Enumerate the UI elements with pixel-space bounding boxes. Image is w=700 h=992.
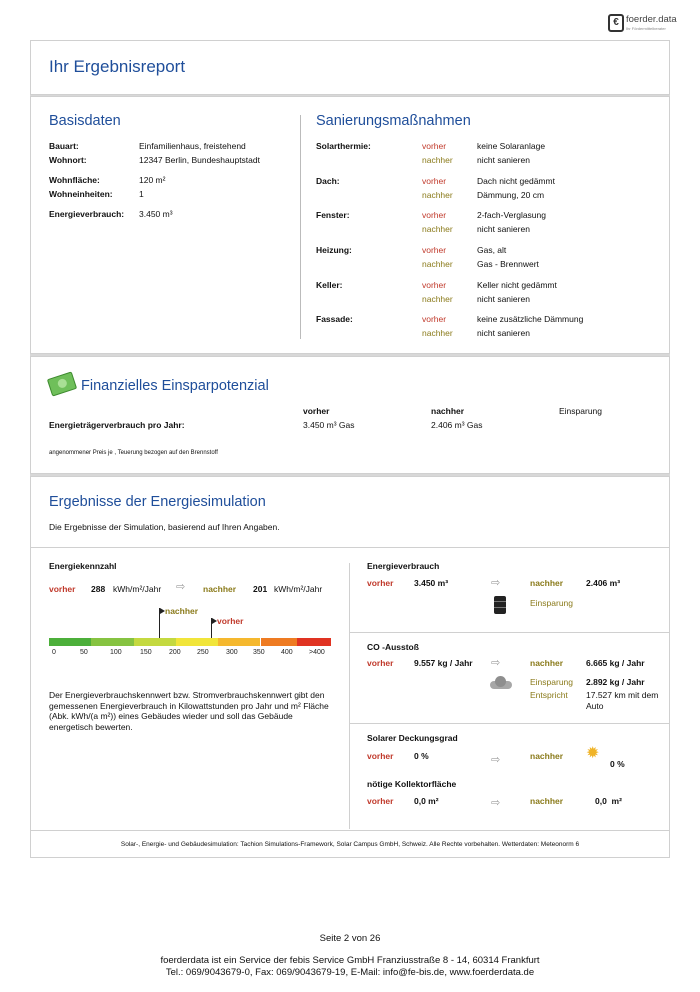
verbrauch-title: Energieverbrauch (367, 561, 440, 571)
verbrauch-nachher-label: nachher (530, 578, 564, 588)
nachher-label: nachher (422, 328, 453, 338)
sanierung-list (316, 141, 656, 341)
marker-vorher (211, 618, 271, 638)
kennzahl-nachher-value: 201 (253, 584, 268, 594)
basis-value-wohneinheiten: 1 (139, 189, 144, 199)
logo-euro-icon: € (608, 14, 624, 32)
co2-nachher-label: nachher (530, 658, 564, 668)
scale-tick: 250 (197, 649, 209, 656)
nachher-label: nachher (422, 190, 453, 200)
basis-value-energieverbrauch: 3.450 m³ (139, 209, 173, 219)
nachher-value: nicht sanieren (477, 224, 530, 234)
nachher-label: nachher (422, 294, 453, 304)
basis-label-wohnort: Wohnort: (49, 155, 87, 165)
simulation-title: Ergebnisse der Energiesimulation (49, 494, 266, 510)
co2-einsparung-value: 2.892 kg / Jahr (586, 677, 645, 687)
scale-tick: 150 (140, 649, 152, 656)
finanz-note: angenommener Preis je , Teuerung bezogen auf den Brennstoff (49, 450, 218, 456)
co2-vorher-value: 9.557 kg / Jahr (414, 658, 473, 668)
kennzahl-title: Energiekennzahl (49, 561, 117, 571)
vorher-label: vorher (422, 245, 447, 255)
kollektor-nachher-label: nachher (530, 796, 564, 806)
basis-label-wohnflaeche: Wohnfläche: (49, 175, 100, 185)
nachher-label: nachher (422, 259, 453, 269)
logo (608, 12, 698, 38)
vorher-label: vorher (422, 176, 447, 186)
kollektor-vorher-value: 0,0 m² (414, 796, 439, 806)
kennzahl-vorher-unit: kWh/m²/Jahr (113, 584, 162, 594)
kennzahl-nachher-unit: kWh/m²/Jahr (274, 584, 323, 594)
vorher-label: vorher (422, 210, 447, 220)
basis-value-wohnflaeche: 120 m² (139, 175, 166, 185)
solar-vorher-label: vorher (367, 751, 394, 761)
finanz-col-nachher: nachher (431, 406, 465, 416)
cloud-icon (490, 676, 512, 688)
finanz-box (30, 356, 670, 474)
vorher-value: keine Solaranlage (477, 141, 546, 151)
kennzahl-vorher-label: vorher (49, 584, 76, 594)
scale-tick: 350 (253, 649, 265, 656)
co2-einsparung-label: Einsparung (530, 677, 574, 687)
co2-title: CO -Ausstoß (367, 642, 419, 652)
solar-title: Solarer Deckungsgrad (367, 733, 458, 743)
verbrauch-nachher-value: 2.406 m³ (586, 578, 621, 588)
color-bar (49, 638, 331, 646)
basisdaten-title: Basisdaten (49, 113, 121, 129)
page-title: Ihr Ergebnisreport (49, 57, 186, 76)
vorher-value: 2-fach-Verglasung (477, 210, 546, 220)
kennzahl-description: Der Energieverbrauchskennwert bzw. Stromverbrauchskennwert gibt den gemessenen Energieverbrauch in Kilowattstunden pro Jahr und m² Fläche (Abk. kWh/(a m²)) eines Gebäudes wieder und soll das Gebäude energetisch bewerten. (49, 690, 329, 732)
co2-panel (350, 633, 670, 723)
co2-nachher-value: 6.665 kg / Jahr (586, 658, 645, 668)
kennzahl-nachher-label: nachher (203, 584, 237, 594)
arrow-right-icon: ⇨ (491, 577, 501, 589)
scale-tick: 100 (110, 649, 122, 656)
sanierung-title: Sanierungsmaßnahmen (316, 113, 471, 129)
basis-value-wohnort: 12347 Berlin, Bundeshauptstadt (139, 155, 260, 165)
co2-entspricht-label: Entspricht (530, 690, 568, 700)
nachher-value: nicht sanieren (477, 328, 530, 338)
basis-label-bauart: Bauart: (49, 141, 79, 151)
verbrauch-vorher-label: vorher (367, 578, 394, 588)
logo-text: foerder.data (626, 14, 677, 25)
sanierung-item-solarthermie (316, 141, 656, 169)
arrow-right-icon: ⇨ (491, 797, 501, 809)
nachher-label: nachher (422, 224, 453, 234)
vorher-label: vorher (422, 280, 447, 290)
oil-barrel-icon (494, 596, 506, 614)
sanierung-label: Solarthermie: (316, 141, 371, 151)
scale-tick: 300 (226, 649, 238, 656)
sanierung-label: Keller: (316, 280, 343, 290)
vorher-label: vorher (422, 314, 447, 324)
vorher-value: keine zusätzliche Dämmung (477, 314, 584, 324)
finanz-col-vorher: vorher (303, 406, 330, 416)
finanz-row-vorher: 3.450 m³ Gas (303, 420, 355, 430)
co2-entspricht-value: 17.527 km mit dem Auto (586, 690, 659, 711)
energy-scale (49, 608, 331, 662)
simulation-box (30, 476, 670, 858)
money-icon (47, 371, 77, 396)
solar-vorher-value: 0 % (414, 751, 429, 761)
nachher-value: nicht sanieren (477, 294, 530, 304)
scale-tick: 200 (169, 649, 181, 656)
sanierung-item-heizung (316, 245, 656, 273)
sanierung-item-keller (316, 280, 656, 308)
vorher-label: vorher (422, 141, 447, 151)
energiekennzahl-panel (31, 548, 349, 830)
nachher-value: Gas - Brennwert (477, 259, 539, 269)
marker-nachher-label: nachher (165, 606, 199, 616)
basisdaten-box (30, 96, 670, 354)
arrow-right-icon: ⇨ (176, 581, 186, 593)
arrow-right-icon: ⇨ (491, 657, 501, 669)
scale-ticks (49, 649, 331, 659)
verbrauch-einsparung-label: Einsparung (530, 598, 574, 608)
marker-nachher (159, 608, 219, 638)
nachher-value: Dämmung, 20 cm (477, 190, 545, 200)
credits-divider (31, 830, 669, 831)
solar-nachher-value: 0 % (610, 759, 625, 769)
footer-line-2: Tel.: 069/9043679-0, Fax: 069/9043679-19, E-Mail: info@fe-bis.de, www.foerderdata.de (165, 967, 535, 978)
header-box (30, 40, 670, 95)
nachher-label: nachher (422, 155, 453, 165)
kollektor-nachher-value: 0,0 m² (595, 796, 622, 806)
scale-tick: >400 (309, 649, 325, 656)
sanierung-label: Fenster: (316, 210, 350, 220)
sanierung-item-fenster (316, 210, 656, 238)
marker-vorher-label: vorher (217, 616, 244, 626)
finanz-title: Finanzielles Einsparpotenzial (81, 378, 269, 394)
solar-panel (350, 724, 670, 830)
simulation-intro: Die Ergebnisse der Simulation, basierend auf Ihren Angaben. (49, 522, 280, 532)
arrow-right-icon: ⇨ (491, 754, 501, 766)
basis-label-wohneinheiten: Wohneinheiten: (49, 189, 113, 199)
solar-nachher-label: nachher (530, 751, 564, 761)
scale-tick: 50 (80, 649, 88, 656)
section-divider (300, 115, 301, 339)
sanierung-label: Fassade: (316, 314, 353, 324)
vorher-value: Keller nicht gedämmt (477, 280, 557, 290)
scale-tick: 400 (281, 649, 293, 656)
kollektor-title: nötige Kollektorfläche (367, 779, 457, 789)
finanz-col-einsparung: Einsparung (559, 406, 603, 416)
logo-subtext: Ihr Fördermittelberater (626, 26, 666, 31)
kollektor-vorher-label: vorher (367, 796, 394, 806)
vorher-value: Dach nicht gedämmt (477, 176, 555, 186)
finanz-row-nachher: 2.406 m³ Gas (431, 420, 483, 430)
scale-tick: 0 (52, 649, 56, 656)
sanierung-item-fassade (316, 314, 656, 342)
vorher-value: Gas, alt (477, 245, 507, 255)
energieverbrauch-panel (350, 548, 670, 632)
sanierung-label: Dach: (316, 176, 340, 186)
kennzahl-vorher-value: 288 (91, 584, 106, 594)
sanierung-item-dach (316, 176, 656, 204)
nachher-value: nicht sanieren (477, 155, 530, 165)
basis-value-bauart: Einfamilienhaus, freistehend (139, 141, 246, 151)
credits: Solar-, Energie- und Gebäudesimulation: Tachion Simulations-Framework, Solar Campus GmbH, Schweiz. Alle Rechte vorbehalten. Wetterdaten: Meteonorm 6 (120, 841, 580, 848)
verbrauch-vorher-value: 3.450 m³ (414, 578, 449, 588)
basis-label-energieverbrauch: Energieverbrauch: (49, 209, 125, 219)
co2-vorher-label: vorher (367, 658, 394, 668)
sanierung-label: Heizung: (316, 245, 352, 255)
page-number: Seite 2 von 26 (319, 933, 381, 944)
footer-line-1: foerderdata ist ein Service der febis Service GmbH Franziusstraße 8 - 14, 60314 Frankfurt (160, 955, 540, 966)
finanz-row-label: Energieträgerverbrauch pro Jahr: (49, 420, 185, 430)
sun-icon: ✹ (586, 745, 600, 762)
